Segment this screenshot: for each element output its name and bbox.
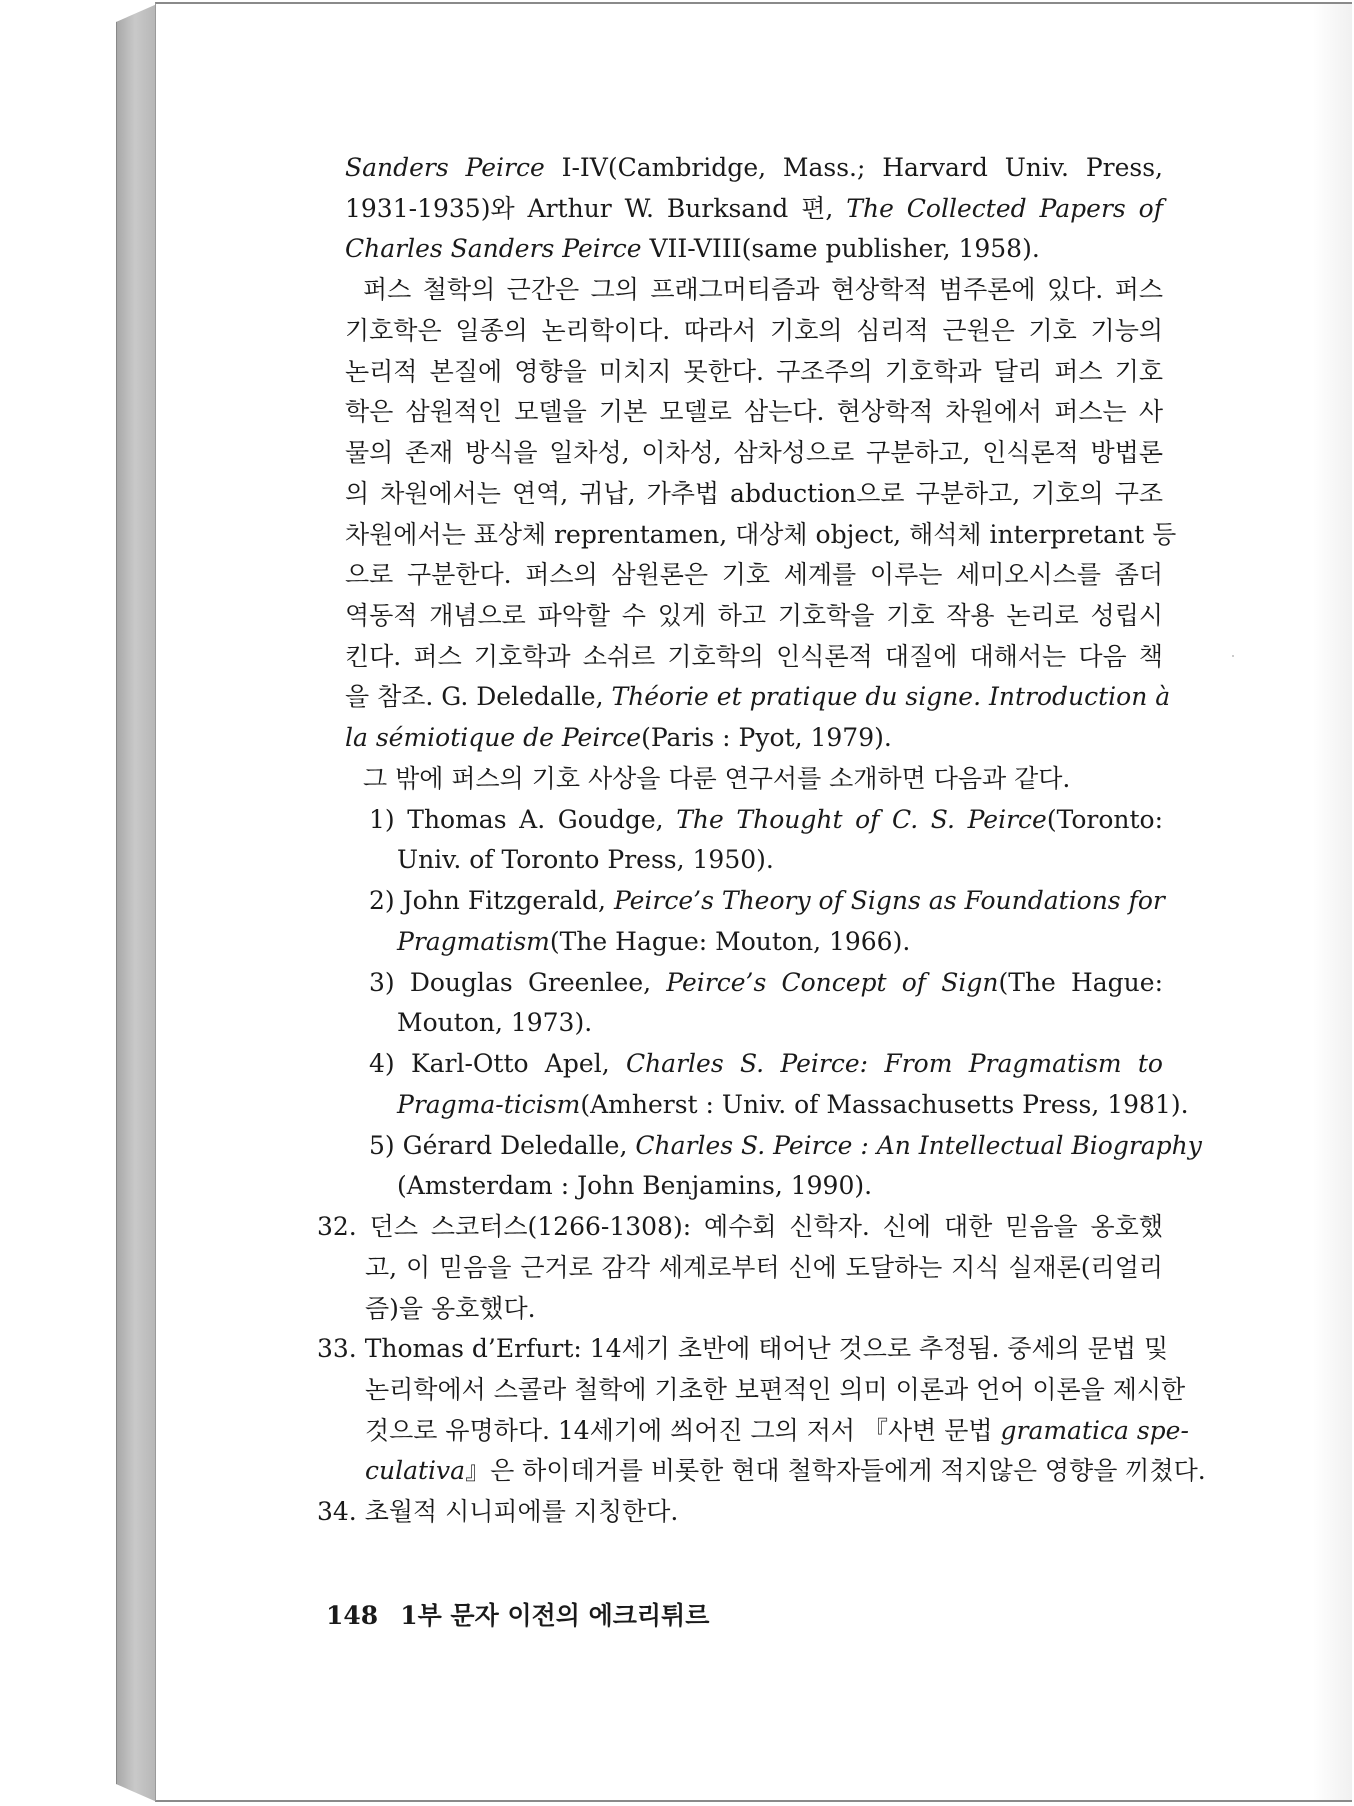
text-line: 학은 삼원적인 모델을 기본 모델로 삼는다. 현상학적 차원에서 퍼스는 사 (345, 397, 1163, 426)
endnote-32-continuation: 고, 이 믿음을 근거로 감각 세계로부터 신에 도달하는 지식 실재론(리얼리 (365, 1253, 1163, 1282)
endnote-33: 33. Thomas d’Erfurt: 14세기 초반에 태어난 것으로 추정됨. 중세의 문법 및 (317, 1334, 1169, 1363)
endnote-33-continuation: 논리학에서 스콜라 철학에 기초한 보편적인 의미 이론과 언어 이론을 제시한 (365, 1375, 1186, 1404)
text-line: 퍼스 철학의 근간은 그의 프래그머티즘과 현상학적 범주론에 있다. 퍼스 (363, 275, 1163, 304)
reference-item-continuation: Pragmatism(The Hague: Mouton, 1966). (397, 927, 911, 956)
reference-item: 3) Douglas Greenlee, Peirce’s Concept of Sign(The Hague: (369, 968, 1163, 997)
text-line: 차원에서는 표상체 reprentamen, 대상체 object, 해석체 interpretant 등 (345, 520, 1177, 549)
text-line: 1931-1935)와 Arthur W. Burksand 편, The Collected Papers of (345, 194, 1163, 223)
text-line: 그 밖에 퍼스의 기호 사상을 다룬 연구서를 소개하면 다음과 같다. (363, 764, 1071, 793)
text-line: 의 차원에서는 연역, 귀납, 가추법 abduction으로 구분하고, 기호의 구조 (345, 479, 1163, 508)
page-footer (326, 1601, 709, 1631)
endnote-33-continuation: culativa』은 하이데거를 비롯한 현대 철학자들에게 적지않은 영향을 끼쳤다. (365, 1456, 1206, 1485)
text-line: 논리적 본질에 영향을 미치지 못한다. 구조주의 기호학과 달리 퍼스 기호 (345, 357, 1163, 386)
reference-item: 2) John Fitzgerald, Peirce’s Theory of Signs as Foundations for (369, 886, 1165, 915)
endnote-32-continuation: 즘)을 옹호했다. (365, 1294, 536, 1323)
book-spine (116, 4, 157, 1802)
text-line: 물의 존재 방식을 일차성, 이차성, 삼차성으로 구분하고, 인식론적 방법론 (345, 438, 1163, 467)
page-number: 148 (326, 1601, 379, 1630)
reference-item-continuation: Mouton, 1973). (397, 1008, 593, 1037)
endnote-33-continuation: 것으로 유명하다. 14세기에 씌어진 그의 저서 『사변 문법 gramatica spe- (365, 1416, 1189, 1445)
text-line: Sanders Peirce I-IV(Cambridge, Mass.; Harvard Univ. Press, (345, 153, 1163, 182)
endnote-34: 34. 초월적 시니피에를 지칭한다. (317, 1497, 679, 1526)
text-line: la sémiotique de Peirce(Paris : Pyot, 1979). (345, 723, 892, 752)
reference-item: 4) Karl-Otto Apel, Charles S. Peirce: From Pragmatism to (369, 1049, 1163, 1078)
text-line: Charles Sanders Peirce VII-VIII(same publisher, 1958). (345, 234, 1040, 263)
text-line: 역동적 개념으로 파악할 수 있게 하고 기호학을 기호 작용 논리로 성립시 (345, 601, 1163, 630)
reference-item: 1) Thomas A. Goudge, The Thought of C. S. Peirce(Toronto: (369, 805, 1163, 834)
reference-item: 5) Gérard Deledalle, Charles S. Peirce : An Intellectual Biography (369, 1131, 1202, 1160)
reference-item-continuation: Univ. of Toronto Press, 1950). (397, 845, 774, 874)
running-title: 1부 문자 이전의 에크리튀르 (400, 1601, 710, 1630)
endnote-32: 32. 던스 스코터스(1266-1308): 예수회 신학자. 신에 대한 믿음을 옹호했 (317, 1212, 1163, 1241)
text-line: 을 참조. G. Deledalle, Théorie et pratique du signe. Introduction à (345, 682, 1171, 711)
reference-item-continuation: Pragma-ticism(Amherst : Univ. of Massachusetts Press, 1981). (397, 1090, 1189, 1119)
page-speck (1232, 655, 1234, 657)
text-line: 으로 구분한다. 퍼스의 삼원론은 기호 세계를 이루는 세미오시스를 좀더 (345, 560, 1163, 589)
text-line: 기호학은 일종의 논리학이다. 따라서 기호의 심리적 근원은 기호 기능의 (345, 316, 1163, 345)
text-line: 킨다. 퍼스 기호학과 소쉬르 기호학의 인식론적 대질에 대해서는 다음 책 (345, 642, 1163, 671)
reference-item-continuation: (Amsterdam : John Benjamins, 1990). (397, 1171, 873, 1200)
